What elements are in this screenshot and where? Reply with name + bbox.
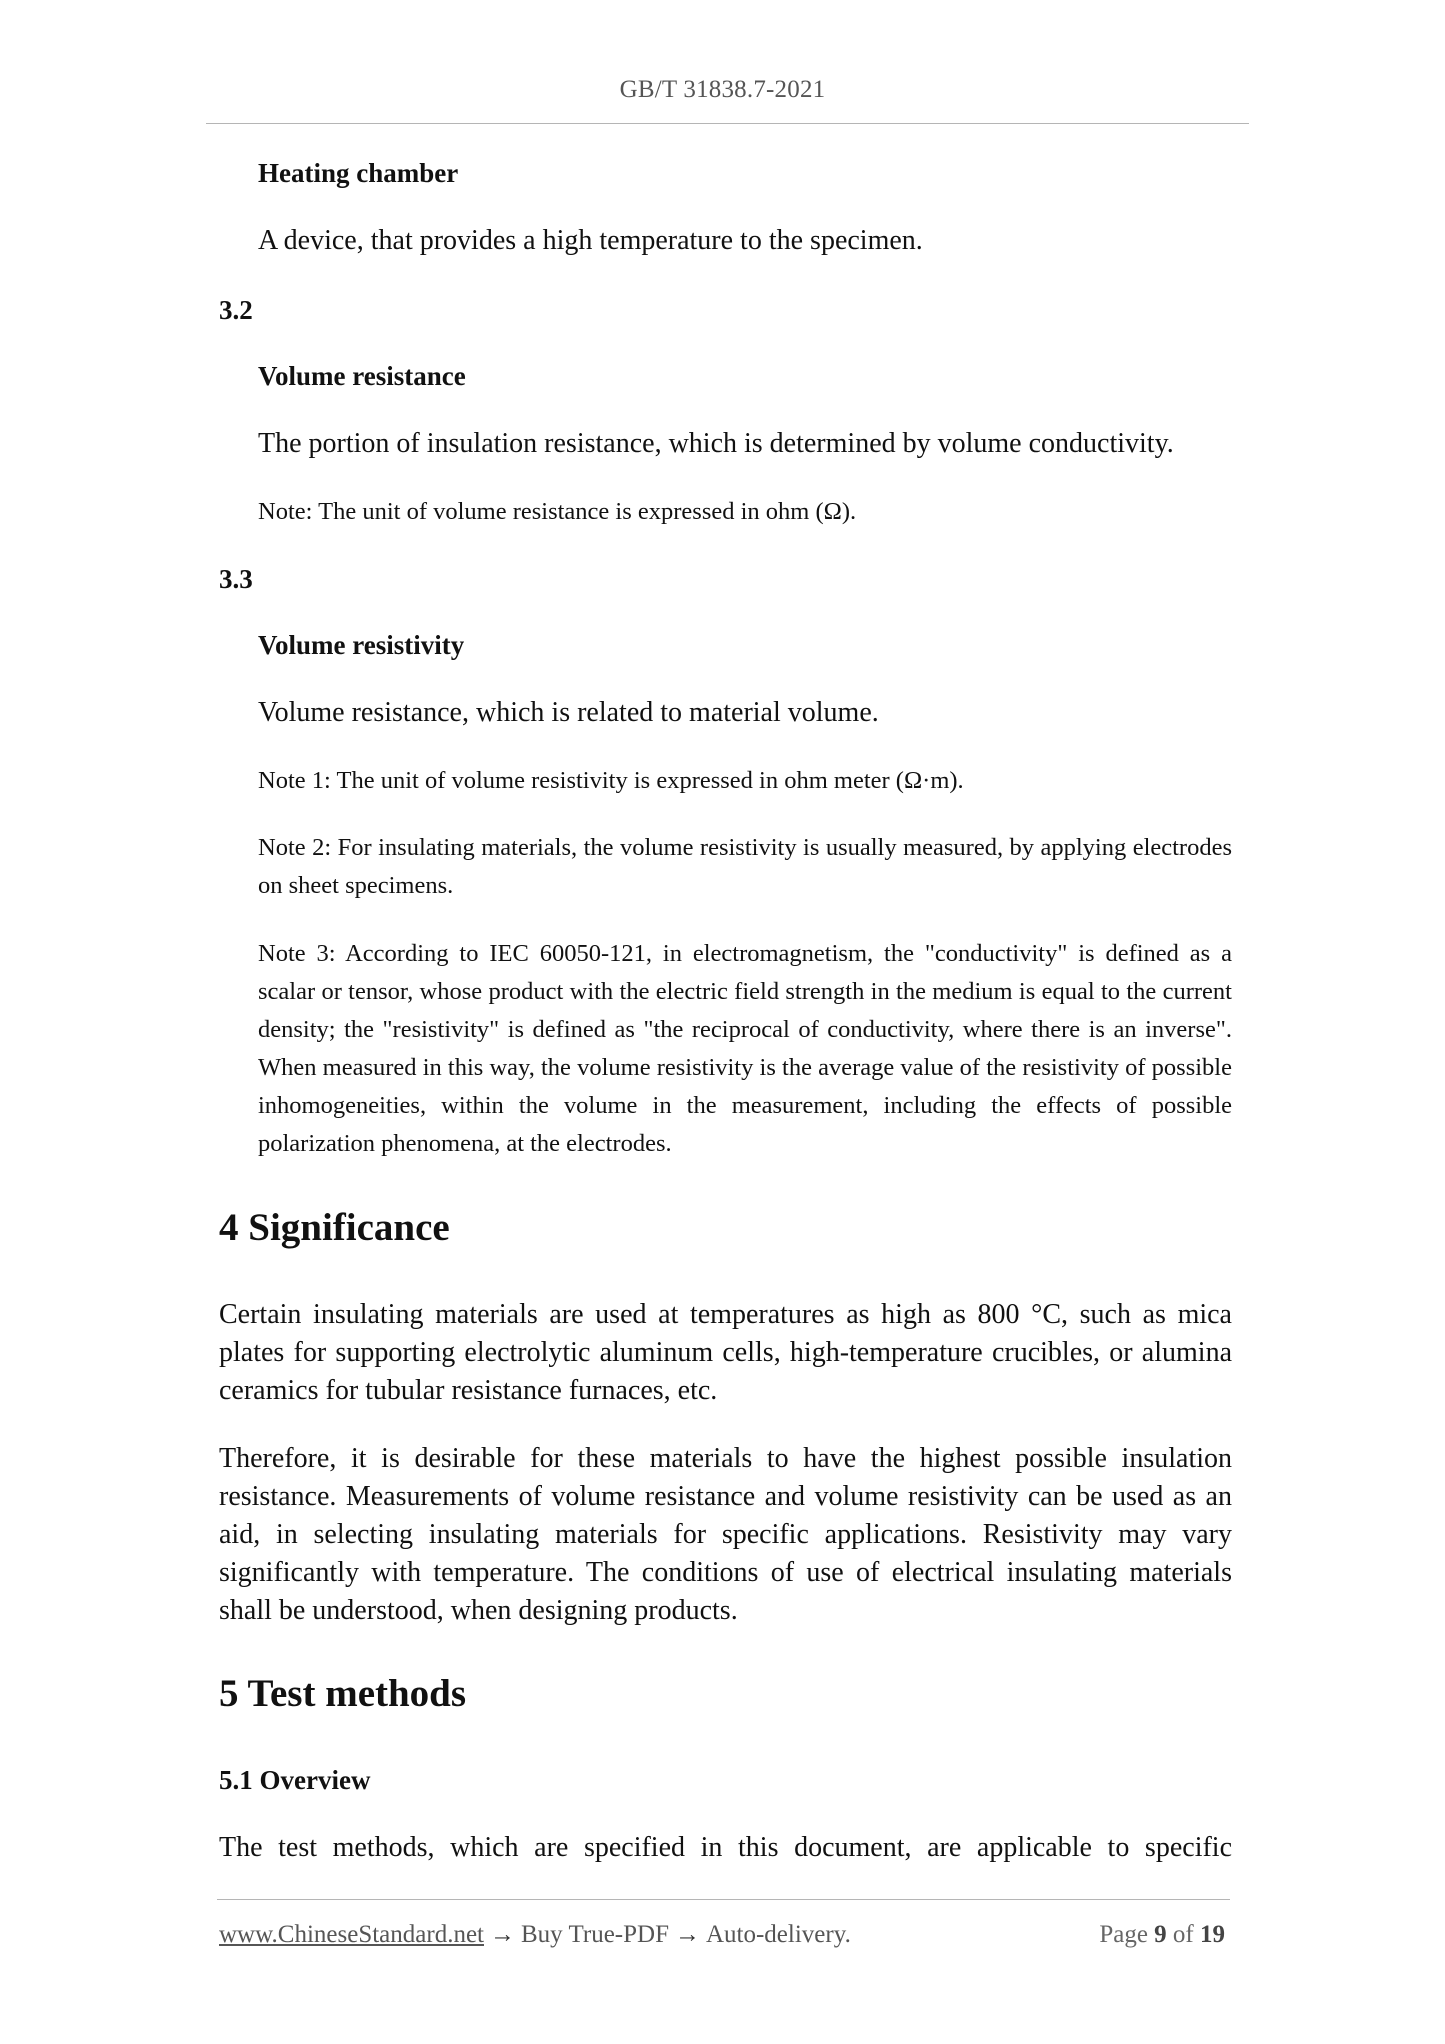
header-divider [206, 123, 1249, 124]
page-header-code: GB/T 31838.7-2021 [619, 76, 826, 103]
significance-paragraph-2: Therefore, it is desirable for these materials to have the highest possible insulation resistance. Measurements of volume resistance and volume resistivity can be used as an aid, in selecting insulating materials for specific applications. Resistivity may vary significantly with temperature. The conditions of use of electrical insulating materials shall be understood, when designing products. [219, 1443, 1232, 1626]
total-pages-number: 19 [1200, 1921, 1225, 1948]
term-note-2-volume-resistivity: Note 2: For insulating materials, the volume resistivity is usually measured, by applying electrodes on sheet specimens. [258, 834, 1232, 899]
footer-left [219, 1921, 851, 1949]
page-indicator [1099, 1921, 1225, 1949]
term-title-volume-resistance: Volume resistance [258, 361, 466, 391]
term-definition-volume-resistivity: Volume resistance, which is related to material volume. [258, 697, 879, 728]
subsection-heading-overview: 5.1 Overview [219, 1765, 371, 1795]
arrow-right-icon: → [490, 1921, 515, 1948]
term-title-heating-chamber: Heating chamber [258, 158, 459, 188]
footer-delivery-text: Auto-delivery. [705, 1921, 851, 1948]
page-label: Page [1099, 1921, 1148, 1948]
of-label: of [1172, 1921, 1194, 1948]
term-title-volume-resistivity: Volume resistivity [258, 630, 465, 660]
term-definition-heating-chamber: A device, that provides a high temperature to the specimen. [258, 225, 923, 256]
current-page-number: 9 [1154, 1921, 1167, 1948]
term-note-1-volume-resistivity: Note 1: The unit of volume resistivity is expressed in ohm meter (Ω·m). [258, 767, 964, 794]
term-note-volume-resistance: Note: The unit of volume resistance is expressed in ohm (Ω). [258, 498, 857, 525]
section-heading-significance: 4 Significance [219, 1206, 450, 1249]
term-definition-volume-resistance: The portion of insulation resistance, which is determined by volume conductivity. [258, 428, 1174, 459]
footer-website-link[interactable]: www.ChineseStandard.net [219, 1921, 484, 1948]
section-heading-test-methods: 5 Test methods [219, 1672, 467, 1715]
footer-divider [217, 1899, 1230, 1900]
significance-paragraph-1: Certain insulating materials are used at temperatures as high as 800 °C, such as mica plates for supporting electrolytic aluminum cells, high-temperature crucibles, or alumina ceramics for tubular resistance furnaces, etc. [219, 1299, 1232, 1406]
footer-buy-text: Buy True-PDF [521, 1921, 669, 1948]
clause-number-3-2: 3.2 [219, 295, 253, 325]
arrow-right-icon: → [674, 1921, 700, 1948]
clause-number-3-3: 3.3 [219, 564, 253, 594]
term-note-3-volume-resistivity: Note 3: According to IEC 60050-121, in electromagnetism, the "conductivity" is defined as a scalar or tensor, whose product with the electric field strength in the medium is equal to the current density; the "resistivity" is defined as "the reciprocal of conductivity, where there is an inverse". When measured in this way, the volume resistivity is the average value of the resistivity of possible inhomogeneities, within the volume in the measurement, including the effects of possible polarization phenomena, at the electrodes. [258, 940, 1232, 1157]
overview-paragraph: The test methods, which are specified in this document, are applicable to specific [219, 1832, 1232, 1863]
